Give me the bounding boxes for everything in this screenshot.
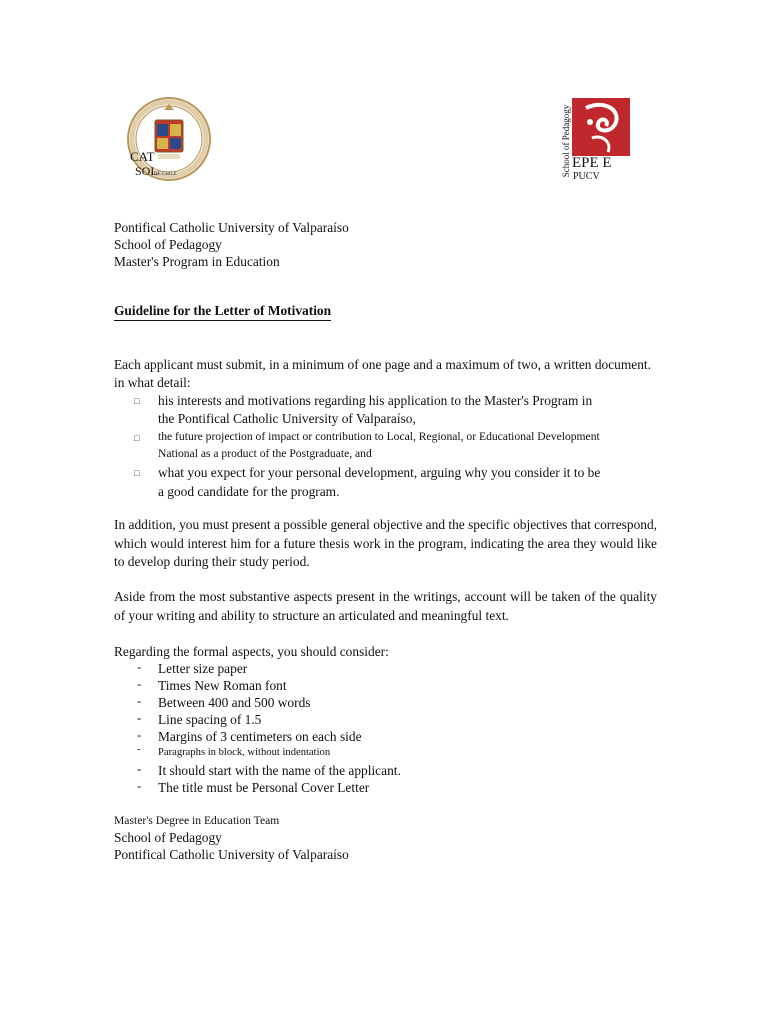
formal-item-6: Paragraphs in block, without indentation (158, 747, 331, 758)
formal-item-5: Margins of 3 centimeters on each side (158, 729, 362, 744)
formal-item-1: Letter size paper (158, 661, 248, 676)
bullet-1-line-2: the Pontifical Catholic University of Valparaíso, (158, 411, 416, 426)
formal-item-3: Between 400 and 500 words (158, 695, 311, 710)
bullet-2-line-1: the future projection of impact or contribution to Local, Regional, or Educational Development (158, 430, 600, 443)
seal-text-line-2: SOL (135, 164, 158, 178)
list-dash: - (137, 744, 141, 755)
objectives-text: In addition, you must present a possible general objective and the specific objectives that correspond, which would interest him for a future thesis work in the program, indicating the area they would like to develop during their study period. (114, 517, 657, 569)
address-line-2: School of Pedagogy (114, 237, 222, 252)
objectives-paragraph (114, 516, 657, 572)
bullet-2-line-2: National as a product of the Postgraduate, and (158, 447, 372, 460)
bullet-marker: □ (134, 468, 140, 478)
list-dash: - (137, 778, 142, 793)
bullet-3-line-2: a good candidate for the program. (158, 484, 340, 499)
quality-text: Aside from the most substantive aspects present in the writings, account will be taken of the quality of your writing and ability to structure an articulated and meaningful text. (114, 589, 657, 623)
signature-line-3: Pontifical Catholic University of Valparaíso (114, 847, 349, 862)
list-dash: - (137, 693, 142, 708)
document-title: Guideline for the Letter of Motivation (114, 302, 331, 321)
list-dash: - (137, 710, 142, 725)
logo-red-block (572, 98, 630, 156)
school-of-pedagogy-logo (558, 98, 634, 188)
bullet-1-line-1: his interests and motivations regarding his application to the Master's Program in (158, 393, 593, 408)
ornament-icon (572, 98, 630, 156)
logo-vertical-text: School of Pedagogy (561, 104, 571, 178)
list-dash: - (137, 676, 142, 691)
intro-line-1: Each applicant must submit, in a minimum of one page and a maximum of two, a written document. (114, 357, 651, 372)
signature-line-1: Master's Degree in Education Team (114, 814, 280, 827)
seal-ring-bottom-text: DE CHILE (154, 172, 177, 177)
formal-item-4: Line spacing of 1.5 (158, 712, 262, 727)
signature-line-2: School of Pedagogy (114, 830, 222, 845)
bullet-marker: □ (134, 433, 140, 443)
quality-paragraph (114, 588, 657, 625)
formal-item-2: Times New Roman font (158, 678, 287, 693)
formal-intro: Regarding the formal aspects, you should consider: (114, 644, 389, 659)
list-dash: - (137, 761, 142, 776)
address-line-3: Master's Program in Education (114, 254, 280, 269)
bullet-marker: □ (134, 396, 140, 406)
address-line-1: Pontifical Catholic University of Valparaíso (114, 220, 349, 235)
seal-text-line-1: CAT (130, 149, 155, 164)
logo-sub-text: PUCV (573, 171, 600, 182)
list-dash: - (137, 659, 142, 674)
list-dash: - (137, 727, 142, 742)
formal-item-8: The title must be Personal Cover Letter (158, 780, 370, 795)
formal-item-7: It should start with the name of the applicant. (158, 763, 401, 778)
intro-line-2: in what detail: (114, 375, 191, 390)
logo-mark-text: EPE E (572, 155, 612, 171)
bullet-3-line-1: what you expect for your personal development, arguing why you consider it to be (158, 465, 601, 480)
